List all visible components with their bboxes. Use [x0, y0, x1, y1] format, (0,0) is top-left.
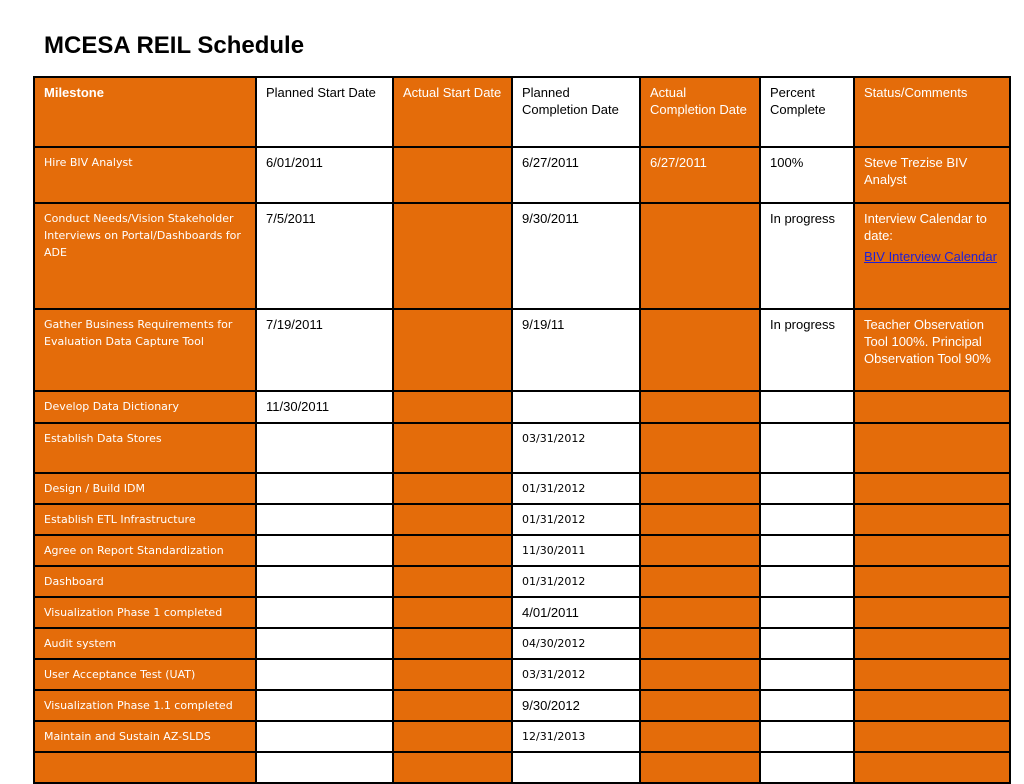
status-cell: [854, 391, 1010, 423]
actual-start-cell: [393, 721, 512, 752]
status-text: Interview Calendar to date:: [864, 211, 987, 243]
table-row: [34, 504, 1010, 535]
milestone-cell: Visualization Phase 1 completed: [34, 597, 256, 628]
table-row: [34, 423, 1010, 473]
page-title: MCESA REIL Schedule: [44, 32, 305, 59]
percent-cell: [760, 423, 854, 473]
actual-completion-cell: [640, 391, 760, 423]
actual-start-cell: [393, 423, 512, 473]
planned-completion-cell: 9/30/2011: [512, 203, 640, 309]
actual-completion-cell: [640, 690, 760, 721]
status-cell: Teacher Observation Tool 100%. Principal Observation Tool 90%: [854, 309, 1010, 391]
planned-completion-cell: [512, 391, 640, 423]
milestone-cell: Establish ETL Infrastructure: [34, 504, 256, 535]
actual-start-cell: [393, 597, 512, 628]
planned-completion-cell: 6/27/2011: [512, 147, 640, 203]
planned-completion-cell: 01/31/2012: [512, 473, 640, 504]
actual-completion-cell: [640, 721, 760, 752]
planned-completion-cell: 4/01/2011: [512, 597, 640, 628]
status-cell: [854, 628, 1010, 659]
header-planned-start: Planned Start Date: [256, 77, 393, 147]
actual-completion-cell: [640, 535, 760, 566]
planned-start-cell: 6/01/2011: [256, 147, 393, 203]
header-percent-complete: Percent Complete: [760, 77, 854, 147]
header-actual-completion: Actual Completion Date: [640, 77, 760, 147]
planned-completion-cell: 04/30/2012: [512, 628, 640, 659]
planned-start-cell: [256, 721, 393, 752]
milestone-cell: Hire BIV Analyst: [34, 147, 256, 203]
percent-cell: [760, 391, 854, 423]
header-actual-start: Actual Start Date: [393, 77, 512, 147]
planned-start-cell: 7/5/2011: [256, 203, 393, 309]
actual-start-cell: [393, 203, 512, 309]
planned-start-cell: [256, 423, 393, 473]
table-row: [34, 566, 1010, 597]
table-row: [34, 473, 1010, 504]
percent-cell: [760, 535, 854, 566]
milestone-cell: Gather Business Requirements for Evaluation Data Capture Tool: [34, 309, 256, 391]
table-row: [34, 391, 1010, 423]
milestone-cell: Establish Data Stores: [34, 423, 256, 473]
percent-cell: [760, 566, 854, 597]
milestone-cell: Agree on Report Standardization: [34, 535, 256, 566]
status-cell: [854, 721, 1010, 752]
milestone-cell: Dashboard: [34, 566, 256, 597]
planned-completion-cell: 11/30/2011: [512, 535, 640, 566]
planned-start-cell: [256, 659, 393, 690]
planned-start-cell: [256, 504, 393, 535]
status-cell: [854, 659, 1010, 690]
milestone-cell: Design / Build IDM: [34, 473, 256, 504]
table-row: [34, 721, 1010, 752]
table-row: [34, 597, 1010, 628]
status-cell: [854, 535, 1010, 566]
milestone-cell: User Acceptance Test (UAT): [34, 659, 256, 690]
header-milestone: Milestone: [34, 77, 256, 147]
planned-completion-cell: 01/31/2012: [512, 504, 640, 535]
milestone-cell: Develop Data Dictionary: [34, 391, 256, 423]
table-row: [34, 628, 1010, 659]
percent-cell: [760, 721, 854, 752]
status-cell: [854, 504, 1010, 535]
header-status: Status/Comments: [854, 77, 1010, 147]
actual-completion-cell: [640, 423, 760, 473]
percent-cell: [760, 628, 854, 659]
actual-start-cell: [393, 566, 512, 597]
milestone-cell: Conduct Needs/Vision Stakeholder Interviews on Portal/Dashboards for ADE: [34, 203, 256, 309]
schedule-table: [33, 76, 1011, 784]
planned-completion-cell: 9/30/2012: [512, 690, 640, 721]
actual-start-cell: [393, 504, 512, 535]
actual-completion-cell: [640, 566, 760, 597]
percent-cell: 100%: [760, 147, 854, 203]
actual-completion-cell: [640, 473, 760, 504]
planned-completion-cell: 9/19/11: [512, 309, 640, 391]
table-row: [34, 309, 1010, 391]
percent-cell: [760, 504, 854, 535]
actual-start-cell: [393, 535, 512, 566]
planned-start-cell: 7/19/2011: [256, 309, 393, 391]
planned-start-cell: [256, 566, 393, 597]
actual-completion-cell: [640, 659, 760, 690]
status-cell: [854, 566, 1010, 597]
status-cell: [854, 203, 1010, 309]
actual-start-cell: [393, 309, 512, 391]
status-cell: [854, 473, 1010, 504]
milestone-cell: Visualization Phase 1.1 completed: [34, 690, 256, 721]
planned-start-cell: [256, 535, 393, 566]
planned-completion-cell: 03/31/2012: [512, 659, 640, 690]
table-row: [34, 147, 1010, 203]
percent-cell: [760, 597, 854, 628]
milestone-cell: Audit system: [34, 628, 256, 659]
planned-start-cell: 11/30/2011: [256, 391, 393, 423]
percent-cell: In progress: [760, 203, 854, 309]
biv-interview-calendar-link[interactable]: BIV Interview Calendar: [864, 249, 997, 264]
planned-start-cell: [256, 597, 393, 628]
header-row: [34, 77, 1010, 147]
percent-cell: [760, 473, 854, 504]
planned-start-cell: [256, 473, 393, 504]
percent-cell: In progress: [760, 309, 854, 391]
actual-start-cell: [393, 659, 512, 690]
actual-start-cell: [393, 473, 512, 504]
planned-completion-cell: 03/31/2012: [512, 423, 640, 473]
status-cell: Steve Trezise BIV Analyst: [854, 147, 1010, 203]
status-cell: [854, 597, 1010, 628]
actual-completion-cell: [640, 628, 760, 659]
planned-completion-cell: 12/31/2013: [512, 721, 640, 752]
status-cell: [854, 423, 1010, 473]
actual-start-cell: [393, 690, 512, 721]
actual-start-cell: [393, 391, 512, 423]
actual-completion-cell: 6/27/2011: [640, 147, 760, 203]
planned-completion-cell: 01/31/2012: [512, 566, 640, 597]
planned-start-cell: [256, 690, 393, 721]
status-cell: [854, 690, 1010, 721]
table-row: [34, 535, 1010, 566]
actual-completion-cell: [640, 504, 760, 535]
percent-cell: [760, 659, 854, 690]
actual-completion-cell: [640, 203, 760, 309]
percent-cell: [760, 690, 854, 721]
actual-completion-cell: [640, 309, 760, 391]
table-row: [34, 659, 1010, 690]
header-planned-completion: Planned Completion Date: [512, 77, 640, 147]
actual-completion-cell: [640, 597, 760, 628]
planned-start-cell: [256, 628, 393, 659]
actual-start-cell: [393, 628, 512, 659]
milestone-cell: Maintain and Sustain AZ-SLDS: [34, 721, 256, 752]
table-row: [34, 690, 1010, 721]
actual-start-cell: [393, 147, 512, 203]
table-row: [34, 203, 1010, 309]
